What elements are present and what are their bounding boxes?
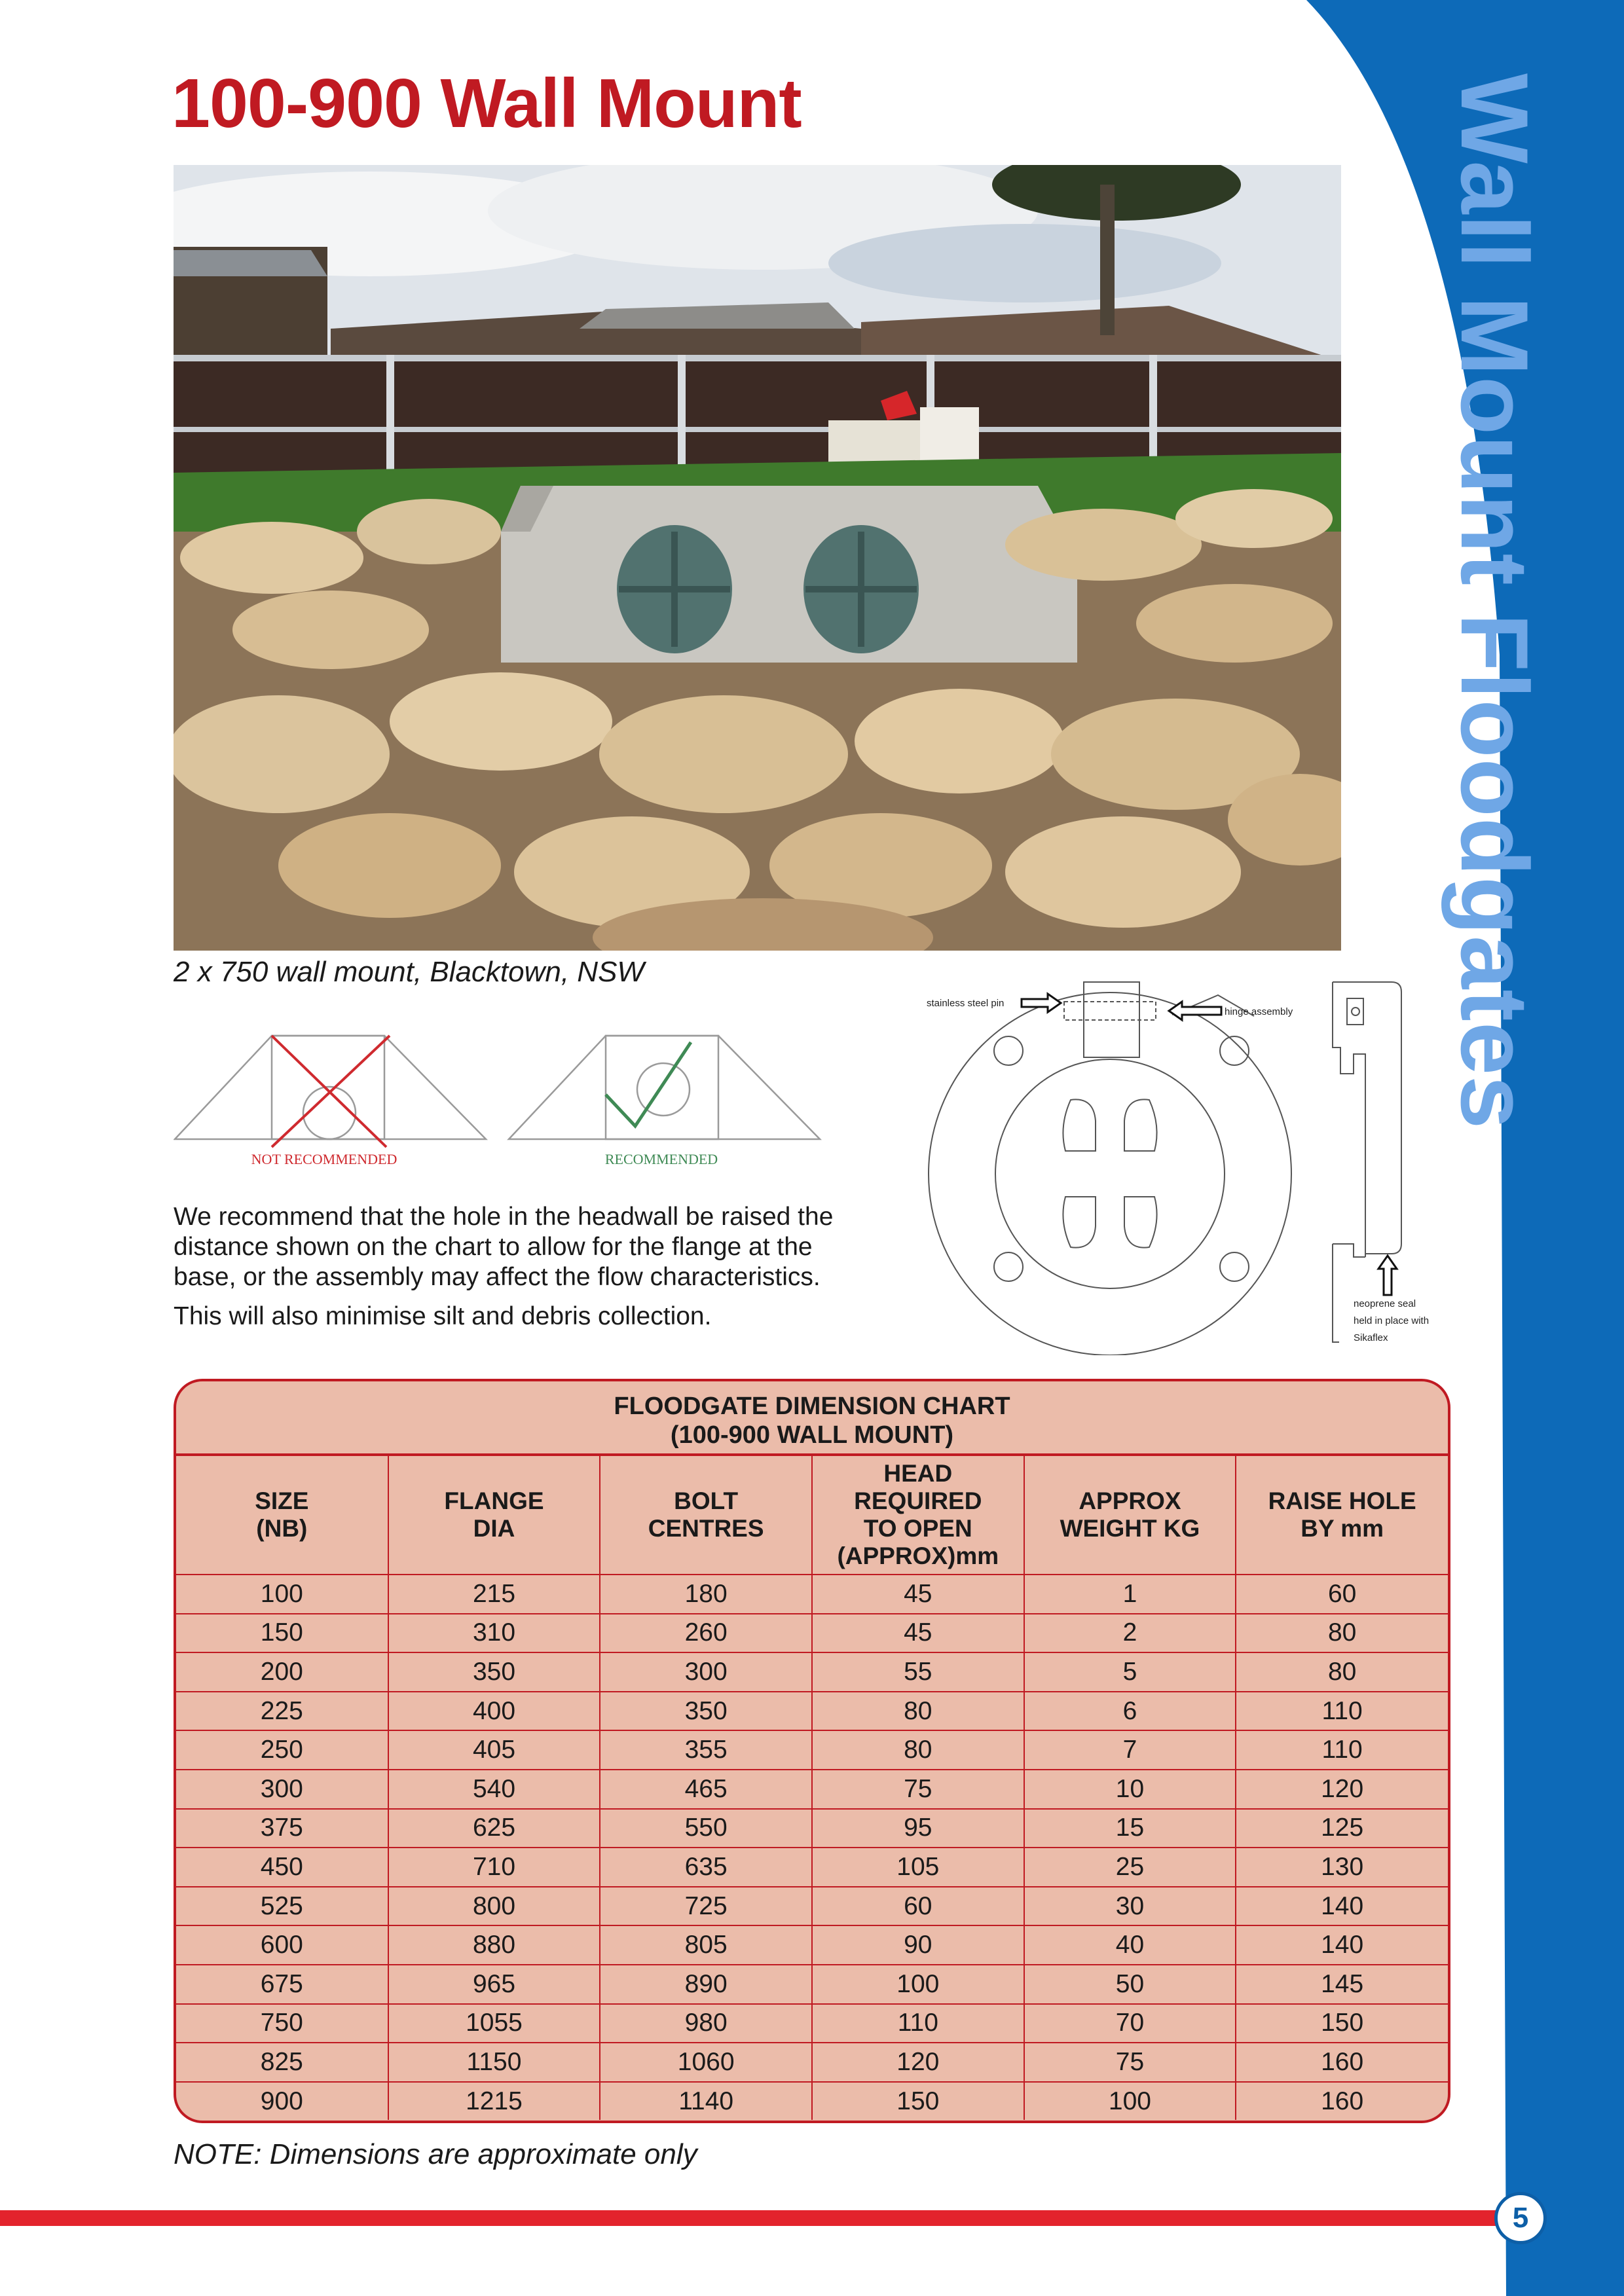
seal-label-1: neoprene seal (1354, 1298, 1416, 1309)
table-cell: 1150 (388, 2043, 600, 2082)
header-size: SIZE (NB) (176, 1456, 388, 1575)
table-cell: 225 (176, 1692, 388, 1731)
table-cell: 80 (812, 1692, 1024, 1731)
table-cell: 150 (812, 2082, 1024, 2121)
table-cell: 160 (1236, 2043, 1448, 2082)
not-recommended-label: NOT RECOMMENDED (251, 1151, 397, 1167)
table-header-row (176, 1456, 1448, 1575)
footer-red-bar (0, 2210, 1506, 2226)
pin-label: stainless steel pin (927, 998, 1005, 1009)
header-flange-dia: FLANGE DIA (388, 1456, 600, 1575)
table-row (176, 1809, 1448, 1848)
table-row (176, 1887, 1448, 1926)
table-cell: 200 (176, 1652, 388, 1692)
table-cell: 890 (600, 1965, 812, 2004)
recommended-diagram (509, 1036, 820, 1139)
header-head-required: HEAD REQUIRED TO OPEN (APPROX)mm (812, 1456, 1024, 1575)
table-cell: 120 (812, 2043, 1024, 2082)
flange-outline (929, 993, 1291, 1355)
table-cell: 50 (1024, 1965, 1236, 2004)
photo-caption: 2 x 750 wall mount, Blacktown, NSW (174, 956, 644, 988)
table-cell: 100 (1024, 2082, 1236, 2121)
table-cell: 375 (176, 1809, 388, 1848)
table-cell: 825 (176, 2043, 388, 2082)
table-row (176, 1614, 1448, 1653)
body-text (174, 1202, 841, 1341)
header-bolt-centres: BOLT CENTRES (600, 1456, 812, 1575)
seal-label-2: held in place with (1354, 1315, 1430, 1326)
table-cell: 1215 (388, 2082, 600, 2121)
check-mark (606, 1042, 691, 1126)
table-row (176, 1848, 1448, 1887)
table-cell: 100 (812, 1965, 1024, 2004)
table-cell: 140 (1236, 1887, 1448, 1926)
table-cell: 180 (600, 1575, 812, 1614)
header-raise-hole: RAISE HOLE BY mm (1236, 1456, 1448, 1575)
table-cell: 550 (600, 1809, 812, 1848)
table-row (176, 2004, 1448, 2043)
hinge-label: hinge assembly (1225, 1006, 1293, 1017)
dimension-table (176, 1456, 1448, 2120)
table-cell: 95 (812, 1809, 1024, 1848)
table-cell: 55 (812, 1652, 1024, 1692)
side-title-text: Wall Mount Floodgates (1441, 73, 1548, 1130)
table-cell: 7 (1024, 1730, 1236, 1770)
table-cell: 450 (176, 1848, 388, 1887)
table-cell: 635 (600, 1848, 812, 1887)
table-row (176, 1692, 1448, 1731)
table-cell: 710 (388, 1848, 600, 1887)
table-cell: 1 (1024, 1575, 1236, 1614)
table-cell: 110 (812, 2004, 1024, 2043)
table-cell: 25 (1024, 1848, 1236, 1887)
table-cell: 160 (1236, 2082, 1448, 2121)
table-cell: 750 (176, 2004, 388, 2043)
body-paragraph-2: This will also minimise silt and debris collection. (174, 1302, 712, 1330)
body-paragraph-1: We recommend that the hole in the headwall be raised the distance shown on the chart to allow for the flange at the base, or the assembly may affect the flow characteristics. (174, 1203, 834, 1291)
floodgate-technical-drawing (913, 975, 1477, 1355)
table-cell: 540 (388, 1770, 600, 1809)
table-cell: 130 (1236, 1848, 1448, 1887)
table-cell: 805 (600, 1925, 812, 1965)
table-cell: 1060 (600, 2043, 812, 2082)
table-cell: 150 (1236, 2004, 1448, 2043)
table-cell: 45 (812, 1575, 1024, 1614)
not-recommended-diagram (175, 1036, 486, 1139)
table-cell: 1055 (388, 2004, 600, 2043)
chart-note: NOTE: Dimensions are approximate only (174, 2138, 697, 2170)
table-cell: 625 (388, 1809, 600, 1848)
table-cell: 60 (1236, 1575, 1448, 1614)
table-cell: 80 (812, 1730, 1024, 1770)
table-cell: 800 (388, 1887, 600, 1926)
page-title: 100-900 Wall Mount (172, 65, 802, 142)
table-cell: 6 (1024, 1692, 1236, 1731)
table-cell: 600 (176, 1925, 388, 1965)
table-cell: 120 (1236, 1770, 1448, 1809)
table-cell: 80 (1236, 1614, 1448, 1653)
table-cell: 5 (1024, 1652, 1236, 1692)
table-cell: 525 (176, 1887, 388, 1926)
table-cell: 70 (1024, 2004, 1236, 2043)
header-approx-weight: APPROX WEIGHT KG (1024, 1456, 1236, 1575)
table-cell: 215 (388, 1575, 600, 1614)
table-cell: 30 (1024, 1887, 1236, 1926)
table-cell: 105 (812, 1848, 1024, 1887)
table-cell: 400 (388, 1692, 600, 1731)
table-cell: 80 (1236, 1652, 1448, 1692)
seal-label-3: Sikaflex (1354, 1332, 1388, 1343)
table-cell: 100 (176, 1575, 388, 1614)
table-cell: 250 (176, 1730, 388, 1770)
table-cell: 300 (600, 1652, 812, 1692)
table-cell: 2 (1024, 1614, 1236, 1653)
table-cell: 355 (600, 1730, 812, 1770)
table-cell: 15 (1024, 1809, 1236, 1848)
table-cell: 145 (1236, 1965, 1448, 2004)
table-cell: 900 (176, 2082, 388, 2121)
table-row (176, 1575, 1448, 1614)
table-cell: 10 (1024, 1770, 1236, 1809)
table-cell: 90 (812, 1925, 1024, 1965)
table-cell: 110 (1236, 1692, 1448, 1731)
table-cell: 150 (176, 1614, 388, 1653)
table-cell: 75 (812, 1770, 1024, 1809)
dimension-chart (174, 1379, 1450, 2123)
cross-mark (272, 1036, 390, 1147)
table-body (176, 1575, 1448, 2120)
chart-title-line-1: FLOODGATE DIMENSION CHART (614, 1393, 1010, 1420)
table-cell: 465 (600, 1770, 812, 1809)
table-cell: 45 (812, 1614, 1024, 1653)
chart-title-line-2: (100-900 WALL MOUNT) (670, 1421, 954, 1449)
recommendation-diagrams (174, 1016, 825, 1173)
chart-title (176, 1381, 1448, 1456)
installation-photo (174, 165, 1341, 951)
table-row (176, 1730, 1448, 1770)
table-cell: 125 (1236, 1809, 1448, 1848)
table-cell: 725 (600, 1887, 812, 1926)
table-row (176, 1770, 1448, 1809)
page-number-badge: 5 (1494, 2192, 1547, 2244)
table-cell: 980 (600, 2004, 812, 2043)
table-cell: 60 (812, 1887, 1024, 1926)
table-row (176, 1965, 1448, 2004)
table-cell: 110 (1236, 1730, 1448, 1770)
table-cell: 40 (1024, 1925, 1236, 1965)
table-cell: 405 (388, 1730, 600, 1770)
table-row (176, 1652, 1448, 1692)
table-cell: 140 (1236, 1925, 1448, 1965)
table-cell: 310 (388, 1614, 600, 1653)
table-row (176, 2082, 1448, 2121)
table-cell: 350 (388, 1652, 600, 1692)
table-row (176, 2043, 1448, 2082)
table-cell: 1140 (600, 2082, 812, 2121)
table-cell: 260 (600, 1614, 812, 1653)
table-cell: 350 (600, 1692, 812, 1731)
table-cell: 965 (388, 1965, 600, 2004)
table-cell: 300 (176, 1770, 388, 1809)
table-row (176, 1925, 1448, 1965)
recommended-label: RECOMMENDED (604, 1151, 718, 1167)
table-cell: 880 (388, 1925, 600, 1965)
table-cell: 75 (1024, 2043, 1236, 2082)
table-cell: 675 (176, 1965, 388, 2004)
